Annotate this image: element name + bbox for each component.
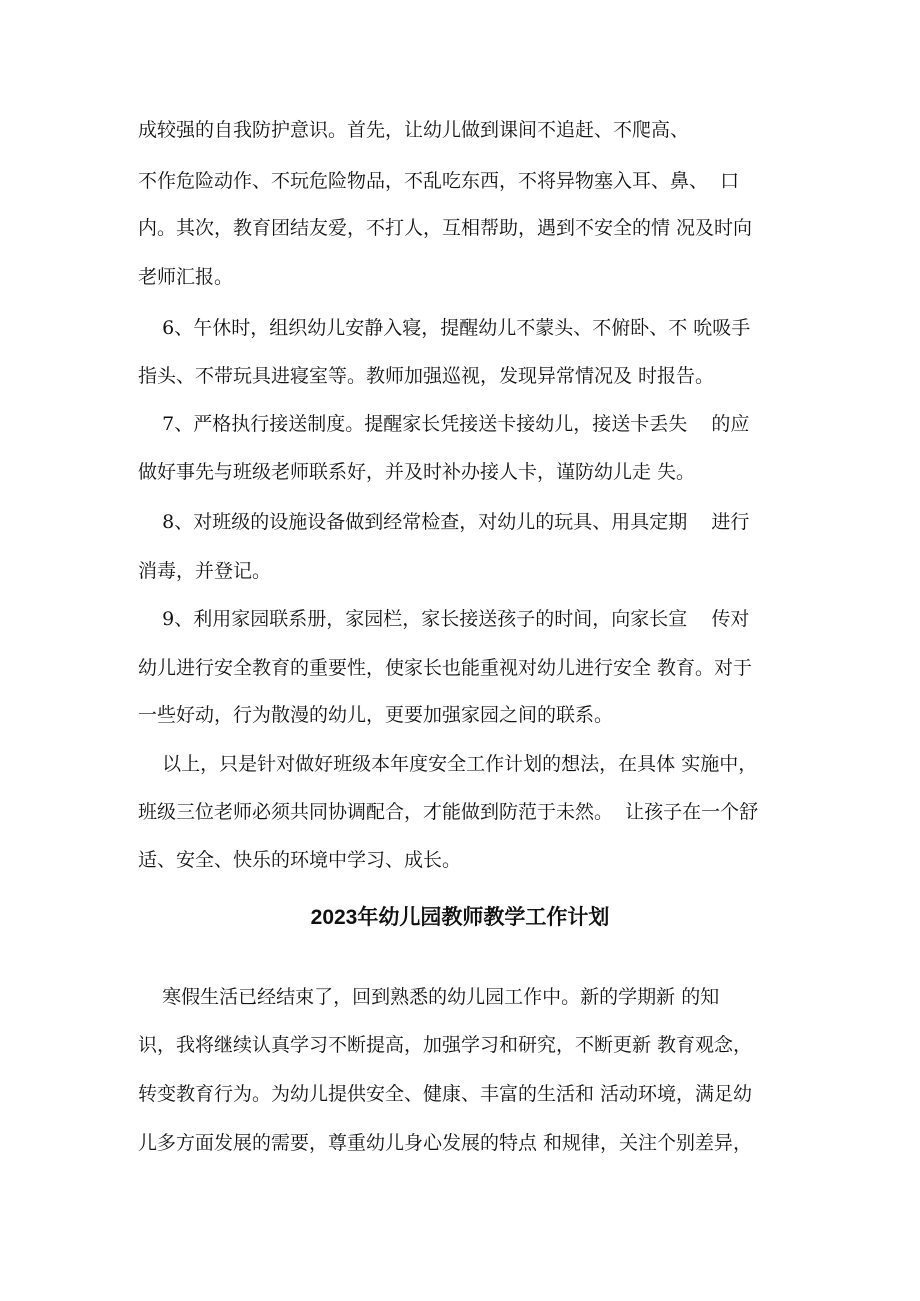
text-line: 做好事先与班级老师联系好，并及时补办接人卡，谨防幼儿走 失。 [138,461,696,483]
text-line: 寒假生活已经结束了，回到熟悉的幼儿园工作中。新的学期新 的知 [138,986,720,1008]
text-line: 识，我将继续认真学习不断提高，加强学习和研究，不断更新 教育观念， [138,1034,753,1056]
text-line: 适、安全、快乐的环境中学习、成长。 [138,849,462,871]
text-line: 8、对班级的设施设备做到经常检查，对幼儿的玩具、用具定期 进行 [138,511,750,533]
text-line: 消毒，并登记。 [138,560,272,582]
text-line: 内。其次，教育团结友爱，不打人，互相帮助，遇到不安全的情 况及时向 [138,217,753,239]
text-line: 成较强的自我防护意识。首先，让幼儿做到课间不追赶、不爬高、 [138,119,690,141]
text-line: 转变教育行为。为幼儿提供安全、健康、丰富的生活和 活动环境，满足幼 [138,1083,753,1105]
text-line: 6、午休时，组织幼儿安静入寝，提醒幼儿不蒙头、不俯卧、不 吮吸手 [138,317,751,339]
text-line: 班级三位老师必须共同协调配合，才能做到防范于未然。 让孩子在一个舒 [138,801,759,823]
text-line: 指头、不带玩具进寝室等。教师加强巡视，发现异常情况及 时报告。 [138,365,715,387]
section-title: 2023年幼儿园教师教学工作计划 [310,906,610,929]
text-line: 不作危险动作、不玩危险物品，不乱吃东西，不将异物塞入耳、鼻、 口 [138,170,740,192]
text-line: 老师汇报。 [138,266,234,288]
text-line: 幼儿进行安全教育的重要性，使家长也能重视对幼儿进行安全 教育。对于 [138,657,753,679]
text-line: 儿多方面发展的需要，尊重幼儿身心发展的特点 和规律，关注个别差异， [138,1132,753,1154]
text-line: 9、利用家园联系册，家园栏，家长接送孩子的时间，向家长宣 传对 [138,608,750,630]
text-line: 一些好动，行为散漫的幼儿，更要加强家园之间的联系。 [138,704,614,726]
text-line: 7、严格执行接送制度。提醒家长凭接送卡接幼儿，接送卡丢失 的应 [138,413,750,435]
text-line: 以上，只是针对做好班级本年度安全工作计划的想法，在具体 实施中， [138,753,758,775]
